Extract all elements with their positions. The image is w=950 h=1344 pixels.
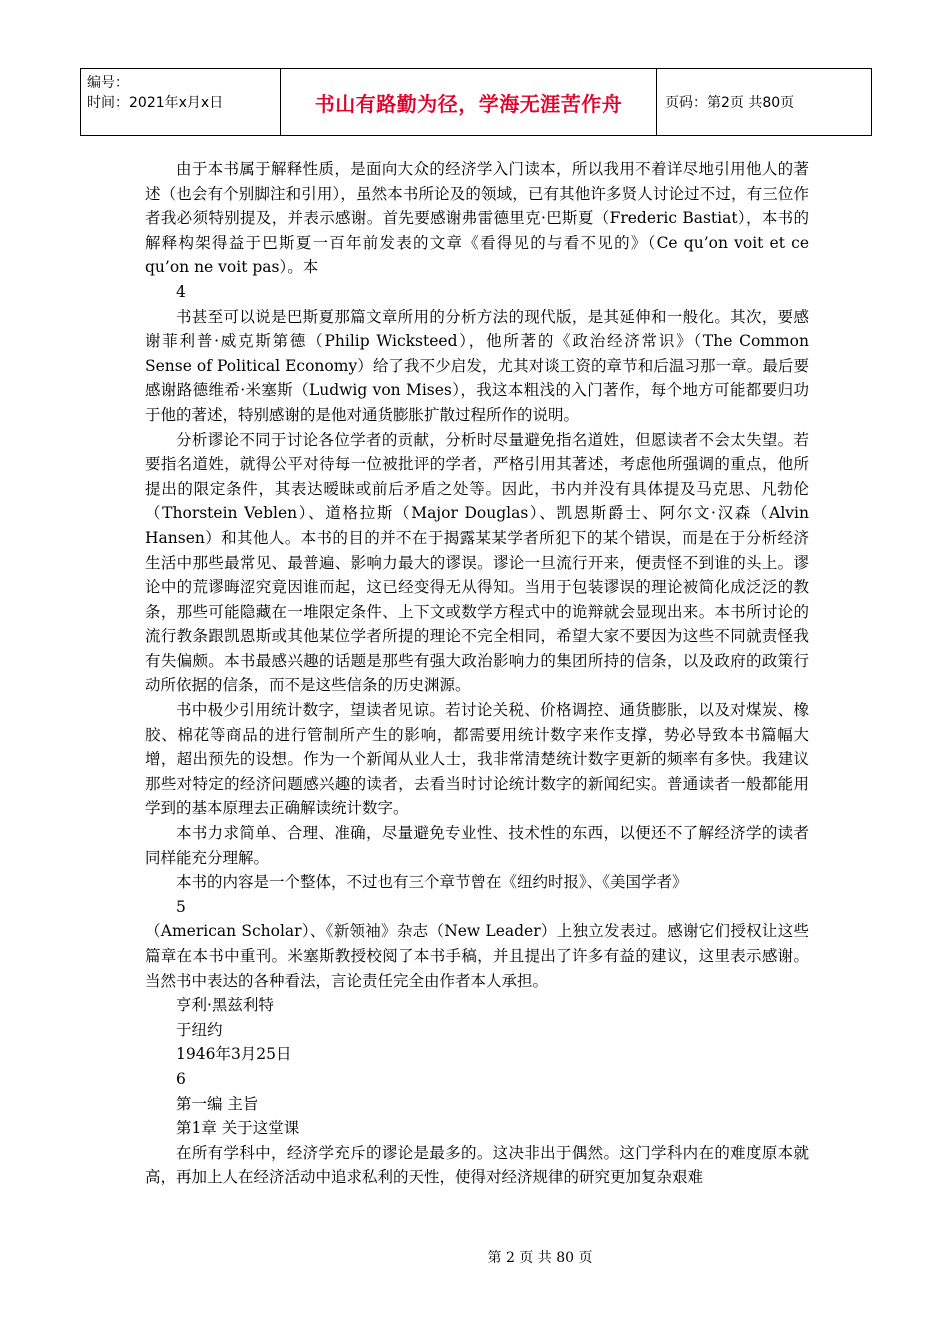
paragraph: 书中极少引用统计数字，望读者见谅。若讨论关税、价格调控、通货膨胀，以及对煤炭、橡胶、棉花等商品的进行管制所产生的影响，都需要用统计数字来作支撑，势必导致本书篇幅大增，超出预先的设想。作为一个新闻从业人士，我非常清楚统计数字更新的频率有多快。我建议那些对特定的经济问题感兴趣的读者，去看当时讨论统计数字的新闻纪实。普通读者一般都能用学到的基本原理去正确解读统计数字。 xyxy=(145,701,809,818)
footer-page-number: 第 2 页 共 80 页 xyxy=(487,1250,593,1266)
page-marker: 5 xyxy=(176,897,186,916)
paragraph: 书甚至可以说是巴斯夏那篇文章所用的分析方法的现代版，是其延伸和一般化。其次，要感谢菲利普·威克斯第德（Philip Wicksteed），他所著的《政治经济常识》（The Common Sense of Political Economy）给了我不少启发，尤其对谈工资的章节和后温习那一章。最后要感谢路德维希·米塞斯（Ludwig von Mises），我这本粗浅的入门著作，每个地方可能都要归功于他的著述，特别感谢的是他对通货膨胀扩散过程所作的说明。 xyxy=(145,307,809,424)
author-signature: 亨利·黑兹利特 xyxy=(176,996,274,1015)
paragraph: 在所有学科中，经济学充斥的谬论是最多的。这决非出于偶然。这门学科内在的难度原本就高，再加上人在经济活动中追求私利的天性，使得对经济规律的研究更加复杂艰难 xyxy=(145,1143,809,1187)
page-marker: 6 xyxy=(176,1069,186,1088)
chapter-heading: 第1章 关于这堂课 xyxy=(176,1119,300,1138)
document-body xyxy=(145,157,809,1190)
signature-place: 于纽约 xyxy=(176,1020,223,1039)
header-page-info: 页码：第2页 共80页 xyxy=(665,95,795,111)
signature-date: 1946年3月25日 xyxy=(176,1045,292,1064)
header-motto: 书山有路勤为径，学海无涯苦作舟 xyxy=(281,69,657,135)
page-marker: 4 xyxy=(176,282,186,301)
paragraph: 本书的内容是一个整体，不过也有三个章节曾在《纽约时报》、《美国学者》 xyxy=(176,873,688,892)
document-date: 时间：2021年x月x日 xyxy=(87,95,224,111)
paragraph: 由于本书属于解释性质，是面向大众的经济学入门读本，所以我用不着详尽地引用他人的著述（也会有个别脚注和引用），虽然本书所论及的领域，已有其他许多贤人讨论过不过，有三位作者我必须特别提及，并表示感谢。首先要感谢弗雷德里克·巴斯夏（Frederic Bastiat），本书的解释构架得益于巴斯夏一百年前发表的文章《看得见的与看不见的》（Ce qu’on voit et ce qu’on ne voit pas）。本 xyxy=(145,160,809,277)
document-number-label: 编号： xyxy=(87,75,129,91)
page-footer xyxy=(0,1247,950,1267)
paragraph: 本书力求简单、合理、准确，尽量避免专业性、技术性的东西，以便还不了解经济学的读者同样能充分理解。 xyxy=(145,824,809,867)
header-meta xyxy=(81,69,281,135)
paragraph: 分析谬论不同于讨论各位学者的贡献，分析时尽量避免指名道姓，但愿读者不会太失望。若要指名道姓，就得公平对待每一位被批评的学者，严格引用其著述，考虑他所强调的重点，他所提出的限定条件，其表达暧昧或前后矛盾之处等。因此，书内并没有具体提及马克思、凡勃伦（Thorstein Veblen）、道格拉斯（Major Douglas）、凯恩斯爵士、阿尔文·汉森（Alvin Hansen）和其他人。本书的目的并不在于揭露某某学者所犯下的某个错误，而是在于分析经济生活中那些最常见、最普遍、影响力最大的谬误。谬论一旦流行开来，便责怪不到谁的头上。谬论中的荒谬晦涩究竟因谁而起，这已经变得无从得知。当用于包装谬误的理论被简化成泛泛的教条，那些可能隐藏在一堆限定条件、上下文或数学方程式中的诡辩就会显现出来。本书所讨论的流行教条跟凯恩斯或其他某位学者所提的理论不完全相同，希望大家不要因为这些不同就责怪我有失偏颇。本书最感兴趣的话题是那些有强大政治影响力的集团所持的信条，以及政府的政策行动所依据的信条，而不是这些信条的历史渊源。 xyxy=(145,430,809,695)
page-header xyxy=(80,68,872,136)
part-heading: 第一编 主旨 xyxy=(176,1094,259,1113)
paragraph: （American Scholar）、《新领袖》杂志（New Leader）上独立发表过。感谢它们授权让这些篇章在本书中重刊。米塞斯教授校阅了本书手稿，并且提出了许多有益的建议，这里表示感谢。当然书中表达的各种看法，言论责任完全由作者本人承担。 xyxy=(145,922,809,990)
